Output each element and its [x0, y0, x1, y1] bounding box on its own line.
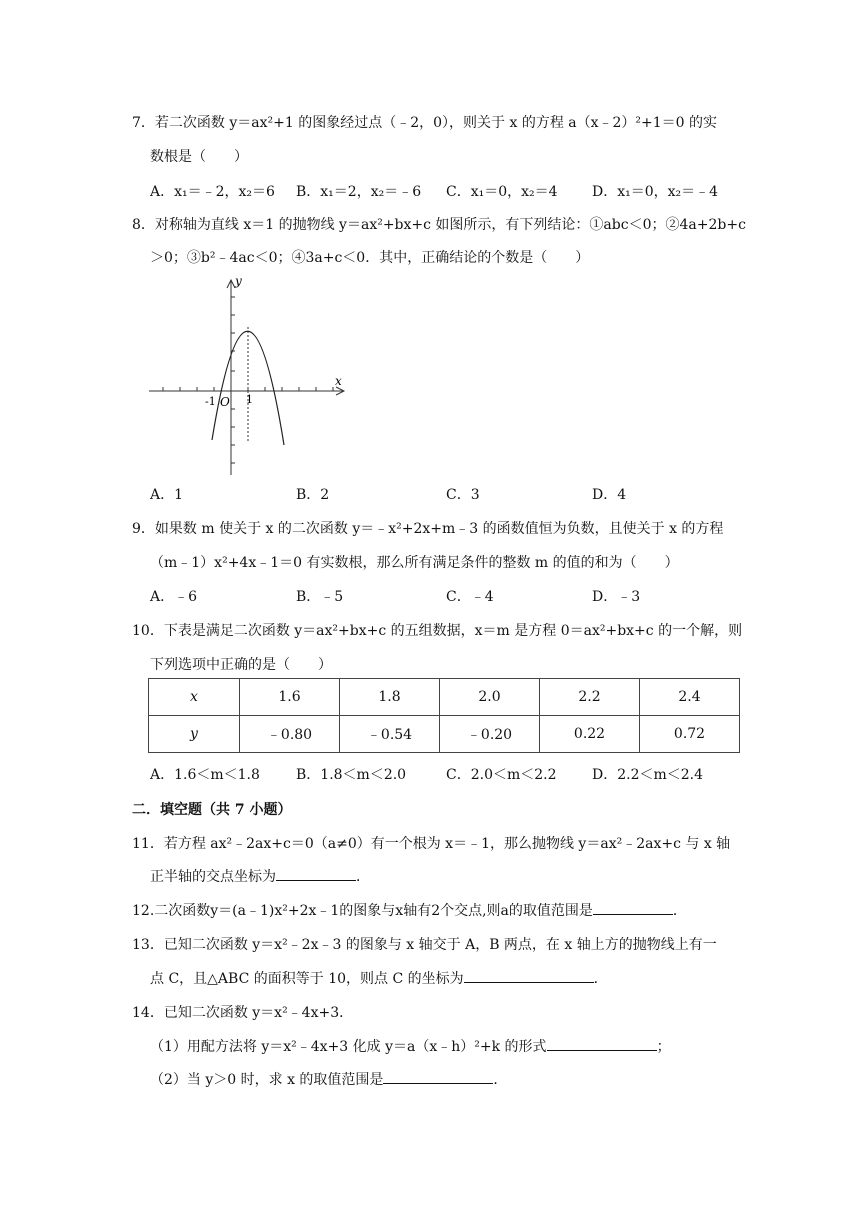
q7-option-c: C．x₁＝0，x₂＝4	[446, 184, 558, 200]
q10-line2: 下列选项中正确的是（ ）	[150, 657, 332, 673]
q10-option-d: D．2.2＜m＜2.4	[592, 767, 704, 783]
table-row-x	[149, 679, 740, 716]
q9-option-d: D．﹣3	[592, 589, 641, 605]
table-cell: 1.6	[240, 679, 340, 716]
q7-line2: 数根是（ ）	[150, 149, 248, 165]
q11-text: 正半轴的交点坐标为	[150, 869, 276, 885]
table-cell: 2.0	[440, 679, 540, 716]
q14-sub1-text: （1）用配方法将 y＝x²﹣4x+3 化成 y＝a（x﹣h）²+k 的形式	[150, 1039, 547, 1055]
q7-option-a: A．x₁＝﹣2，x₂＝6	[150, 184, 275, 200]
q9-option-c: C．﹣4	[446, 589, 494, 605]
q13-answer-blank[interactable]	[464, 968, 594, 983]
q9-line1: 9．如果数 m 使关于 x 的二次函数 y＝﹣x²+2x+m﹣3 的函数值恒为负数，且使关于 x 的方程	[132, 521, 724, 537]
table-cell: 0.22	[540, 716, 640, 753]
q14-sub2-end: ．	[493, 1072, 508, 1088]
q9-option-a: A．﹣6	[150, 589, 198, 605]
section-heading: 二．填空题（共 7 小题）	[132, 802, 292, 818]
q14-sub2-answer-blank[interactable]	[383, 1069, 493, 1084]
q8-option-c: C．3	[446, 487, 480, 503]
table-cell: 0.72	[640, 716, 740, 753]
q10-option-c: C．2.0＜m＜2.2	[446, 767, 557, 783]
table-cell: 2.2	[540, 679, 640, 716]
q14-sub2	[150, 1069, 507, 1089]
q8-option-b: B．2	[296, 487, 330, 503]
q10-option-b: B．1.8＜m＜2.0	[296, 767, 407, 783]
q8-line1: 8．对称轴为直线 x＝1 的抛物线 y＝ax²+bx+c 如图所示，有下列结论：①abc＜0；②4a+2b+c	[132, 217, 746, 233]
q8-parabola-graph	[145, 275, 355, 480]
q12-answer-blank[interactable]	[593, 900, 673, 915]
q13-line2	[150, 968, 608, 988]
q14-sub2-text: （2）当 y＞0 时，求 x 的取值范围是	[150, 1072, 384, 1088]
table-cell: ﹣0.20	[440, 716, 540, 753]
q9-option-b: B．﹣5	[296, 589, 344, 605]
table-cell: 1.8	[340, 679, 440, 716]
q11-end: ．	[356, 869, 370, 885]
q10-option-a: A．1.6＜m＜1.8	[150, 767, 260, 783]
q14-line1: 14．已知二次函数 y＝x²﹣4x+3．	[132, 1005, 354, 1021]
q11-line2	[150, 866, 370, 886]
table-cell: ﹣0.80	[240, 716, 340, 753]
q13-end: ．	[593, 971, 608, 987]
table-header-y: y	[149, 716, 240, 753]
q8-line2: ＞0；③b²﹣4ac＜0；④3a+c＜0．其中，正确结论的个数是（ ）	[150, 250, 590, 266]
table-cell: 2.4	[640, 679, 740, 716]
y-ticks	[231, 297, 235, 463]
q10-line1: 10．下表是满足二次函数 y＝ax²+bx+c 的五组数据，x＝m 是方程 0＝ax²+bx+c 的一个解，则	[132, 623, 743, 639]
q7-line1: 7．若二次函数 y＝ax²+1 的图象经过点（﹣2，0），则关于 x 的方程 a（x﹣2）²+1＝0 的实	[132, 115, 718, 131]
q10-data-table	[148, 678, 740, 753]
table-header-x: x	[149, 679, 240, 716]
q8-option-a: A．1	[150, 487, 184, 503]
q12-line1	[132, 900, 687, 920]
origin-label: O	[220, 395, 230, 409]
table-row-y	[149, 716, 740, 753]
q12-text: 12.二次函数y＝(a﹣1)x²+2x﹣1的图象与x轴有2个交点,则a的取值范围是	[132, 903, 593, 919]
q11-answer-blank[interactable]	[276, 866, 356, 881]
q13-line1: 13．已知二次函数 y＝x²﹣2x﹣3 的图象与 x 轴交于 A，B 两点，在 x 轴上方的抛物线上有一	[132, 937, 717, 953]
q7-option-d: D．x₁＝0，x₂＝﹣4	[592, 184, 719, 200]
q11-line1: 11．若方程 ax²﹣2ax+c＝0（a≠0）有一个根为 x＝﹣1，那么抛物线 y＝ax²﹣2ax+c 与 x 轴	[132, 836, 731, 852]
q7-option-b: B．x₁＝2，x₂＝﹣6	[296, 184, 422, 200]
q13-text: 点 C，且△ABC 的面积等于 10，则点 C 的坐标为	[150, 971, 464, 987]
q14-sub1	[150, 1036, 671, 1056]
table-cell: ﹣0.54	[340, 716, 440, 753]
axis-x-label: x	[335, 374, 342, 388]
tick-label-1: 1	[246, 393, 253, 406]
q8-option-d: D．4	[592, 487, 627, 503]
q12-end: ．	[672, 903, 687, 919]
q14-sub1-end: ；	[656, 1039, 671, 1055]
q14-sub1-answer-blank[interactable]	[547, 1036, 657, 1051]
tick-label-neg1: -1	[205, 395, 216, 408]
q9-line2: （m﹣1）x²+4x﹣1＝0 有实数根，那么所有满足条件的整数 m 的值的和为（ ）	[150, 555, 679, 571]
axis-y-label: y	[235, 275, 242, 288]
